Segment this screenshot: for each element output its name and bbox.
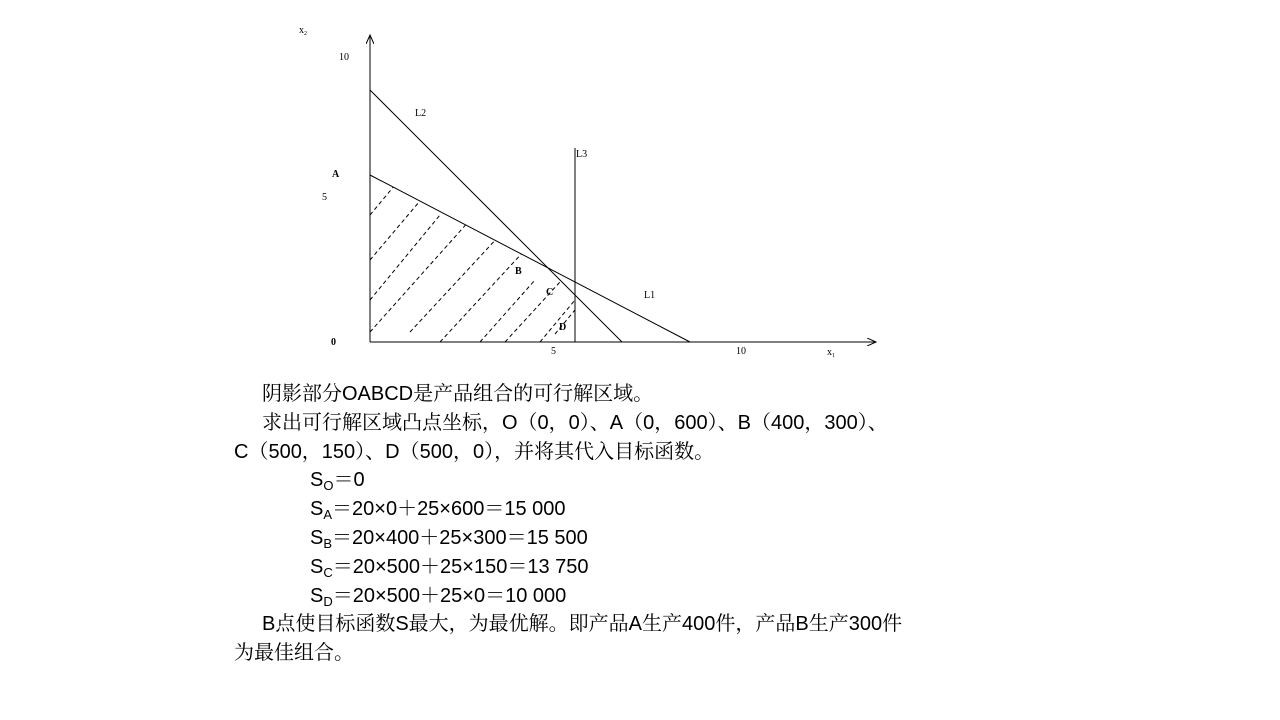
point-D-label: D [559, 322, 567, 333]
paragraph-vertices-line2: C（500，150）、D（500，0），并将其代入目标函数。 [234, 440, 715, 463]
feasible-region-hatching [370, 185, 575, 342]
x-tick-5: 5 [551, 346, 556, 357]
y-axis-label: $x_2$ [299, 25, 307, 37]
point-B-label: B [515, 266, 522, 277]
x-axis-label: $x_1$ [827, 347, 835, 359]
paragraph-feasible-region: 阴影部分OABCD是产品组合的可行解区域。 [262, 383, 654, 405]
equation-s-c: $S_C=20\times 500+25\times 150=13$ 750 [310, 555, 589, 580]
equation-s-d: $S_D=20\times 500+25\times 0=10$ 000 [310, 584, 567, 609]
point-A-label: A [332, 169, 340, 180]
y-tick-5: 5 [322, 192, 327, 203]
label-L3: L3 [576, 149, 588, 160]
paragraph-vertices-line1: 求出可行解区域凸点坐标，O（0，0）、A（0，600）、B（400，300）、 [262, 411, 888, 434]
label-L1: L1 [644, 290, 656, 301]
paragraph-conclusion-line2: 为最佳组合。 [234, 642, 354, 665]
line-L1 [370, 175, 690, 342]
label-L2: L2 [415, 108, 427, 119]
equation-s-a: $S_A=20\times 0+25\times 600=15$ 000 [310, 498, 566, 523]
equation-s-b: $S_B=20\times 400+25\times 300=15$ 500 [310, 526, 588, 551]
x-tick-10: 10 [736, 346, 746, 357]
origin-label: 0 [331, 337, 336, 348]
equation-s-o: $S_O=0$ [310, 469, 365, 494]
y-tick-10: 10 [339, 52, 349, 63]
point-C-label: C [546, 287, 554, 298]
paragraph-conclusion-line1: B点使目标函数S最大，为最优解。即产品A生产400件，产品B生产300件 [262, 613, 903, 636]
explanation-text [234, 380, 1054, 668]
